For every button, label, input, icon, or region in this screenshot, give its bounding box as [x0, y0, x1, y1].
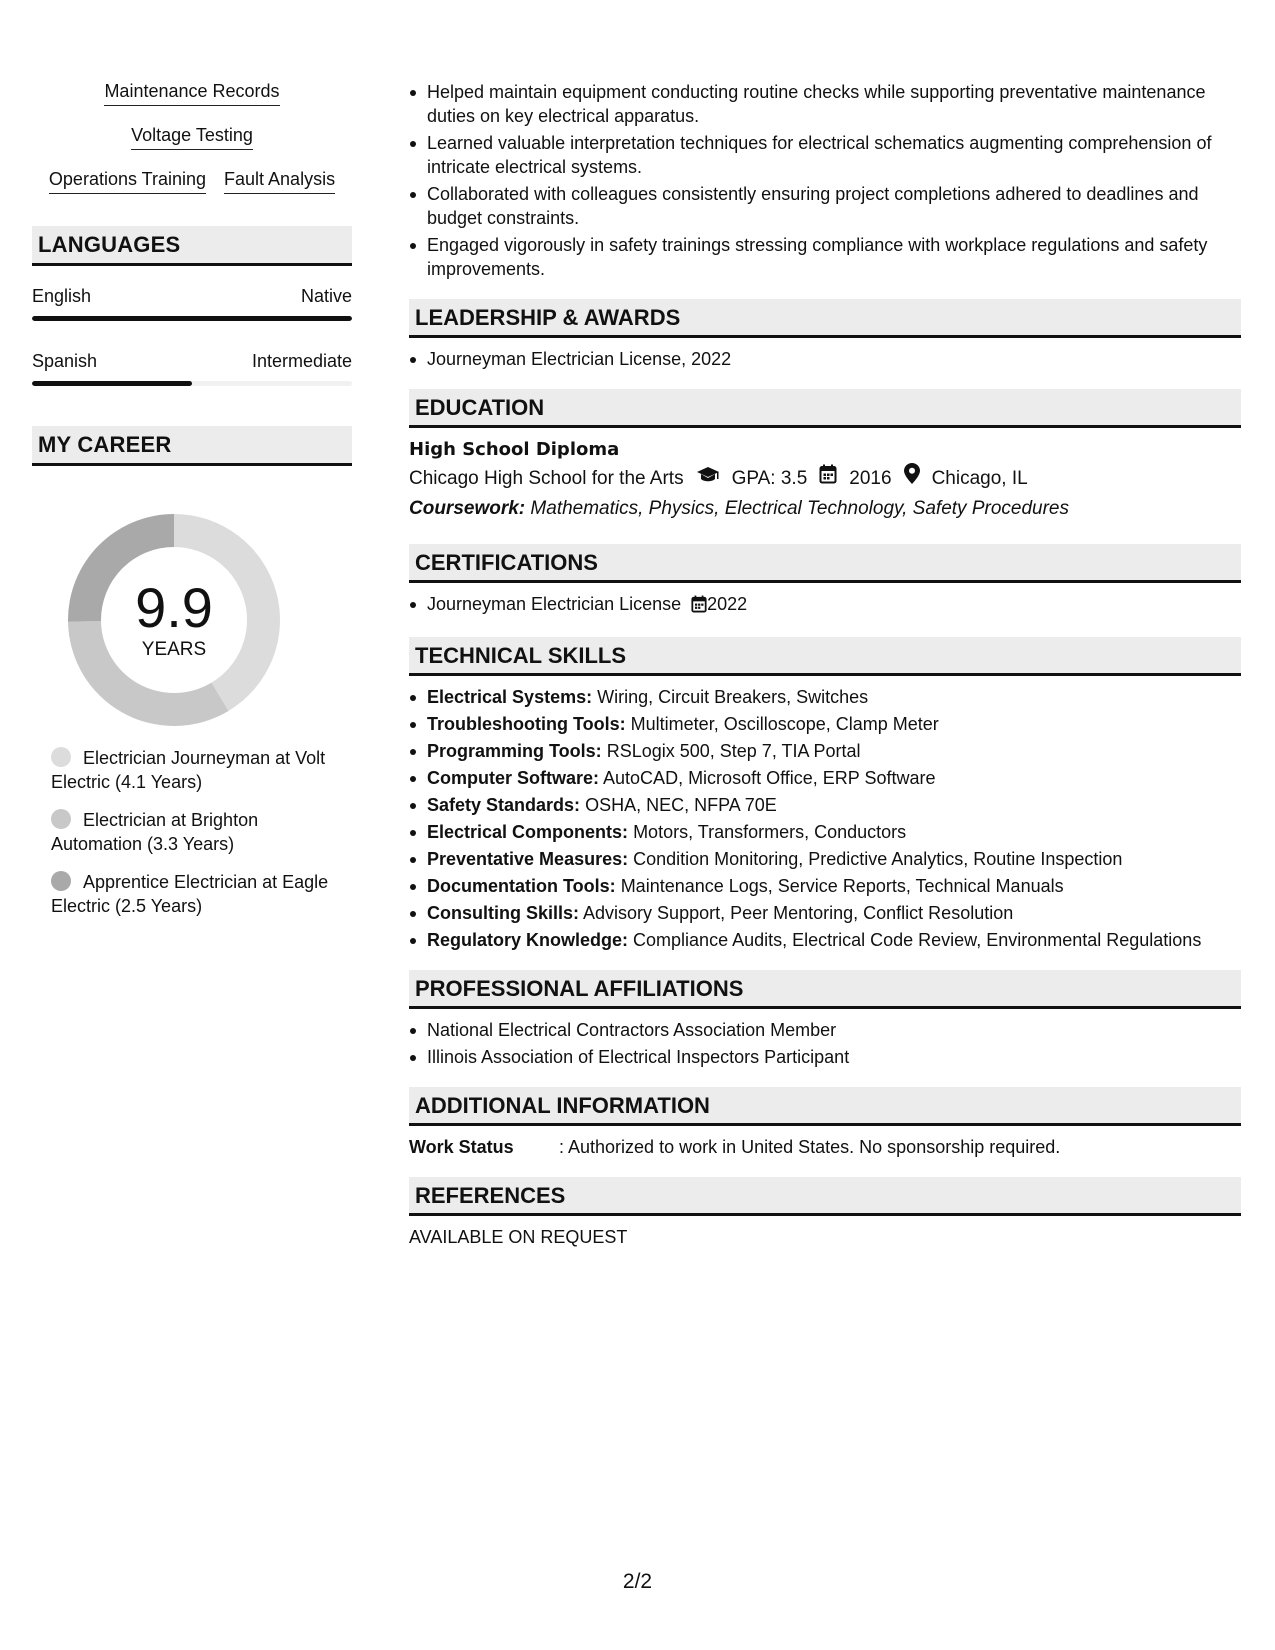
- list-item: Engaged vigorously in safety trainings stressing compliance with workplace regulations and safety improvements.: [409, 233, 1241, 281]
- language-level: Intermediate: [251, 351, 352, 371]
- certifications-list: [409, 592, 1241, 619]
- skill-value: Multimeter, Oscilloscope, Clamp Meter: [630, 714, 939, 734]
- language-name: English: [32, 286, 92, 306]
- language-bar: [32, 381, 352, 386]
- legend-item: [51, 870, 331, 918]
- language-bar-fill: [32, 381, 192, 386]
- languages-heading: LANGUAGES: [32, 226, 352, 266]
- career-unit: YEARS: [141, 639, 207, 660]
- skill-value: Wiring, Circuit Breakers, Switches: [597, 687, 869, 707]
- awards-list: [409, 347, 1241, 371]
- legend-label: Electrician at Brighton Automation (3.3 Years): [51, 810, 259, 854]
- school-name: Chicago High School for the Arts: [409, 467, 684, 489]
- skill-label: Troubleshooting Tools:: [427, 714, 626, 734]
- list-item: Illinois Association of Electrical Inspectors Participant: [409, 1045, 1241, 1069]
- skill-value: RSLogix 500, Step 7, TIA Portal: [606, 741, 861, 761]
- skill-label: Documentation Tools:: [427, 876, 616, 896]
- certification-year: 2022: [707, 594, 748, 614]
- skill-value: OSHA, NEC, NFPA 70E: [585, 795, 777, 815]
- language-bar: [32, 316, 352, 321]
- education-details: [409, 463, 1241, 494]
- list-item: [409, 847, 1241, 871]
- skill-tag: Operations Training: [49, 168, 206, 194]
- work-status-value: : Authorized to work in United States. No sponsorship required.: [559, 1137, 1061, 1157]
- additional-info-heading: ADDITIONAL INFORMATION: [409, 1087, 1241, 1126]
- technical-skills-list: [409, 685, 1241, 952]
- skill-label: Programming Tools:: [427, 741, 602, 761]
- certification-name: Journeyman Electrician License: [427, 594, 682, 614]
- skill-value: AutoCAD, Microsoft Office, ERP Software: [603, 768, 936, 788]
- calendar-icon: [819, 464, 837, 494]
- list-item: [409, 793, 1241, 817]
- list-item: [409, 901, 1241, 925]
- list-item: Helped maintain equipment conducting routine checks while supporting preventative maintenance duties on key electrical apparatus.: [409, 80, 1241, 128]
- list-item: [409, 766, 1241, 790]
- languages-list: [32, 286, 352, 386]
- career-donut-chart: [32, 466, 352, 746]
- language-bar-fill: [32, 316, 352, 321]
- language-item: [32, 286, 352, 321]
- career-heading: MY CAREER: [32, 426, 352, 466]
- references-text: AVAILABLE ON REQUEST: [409, 1227, 628, 1247]
- career-legend: [32, 746, 352, 918]
- location-pin-icon: [904, 463, 920, 494]
- certifications-heading: CERTIFICATIONS: [409, 544, 1241, 583]
- skill-tag: Voltage Testing: [131, 124, 253, 150]
- legend-item: [51, 746, 331, 794]
- skill-value: Motors, Transformers, Conductors: [633, 822, 907, 842]
- page-number: 2/2: [622, 1570, 653, 1593]
- skill-label: Regulatory Knowledge:: [427, 930, 629, 950]
- skill-label: Consulting Skills:: [427, 903, 580, 923]
- language-level: Native: [300, 286, 352, 306]
- legend-dot-icon: [51, 809, 71, 829]
- list-item: [409, 820, 1241, 844]
- language-name: Spanish: [32, 351, 98, 371]
- list-item: [409, 712, 1241, 736]
- skill-label: Safety Standards:: [427, 795, 581, 815]
- technical-skills-heading: TECHNICAL SKILLS: [409, 637, 1241, 676]
- list-item: National Electrical Contractors Association Member: [409, 1018, 1241, 1042]
- calendar-icon: [691, 595, 707, 619]
- language-item: [32, 351, 352, 386]
- coursework: [409, 494, 1241, 524]
- graduation-cap-icon: [696, 464, 720, 494]
- legend-label: Apprentice Electrician at Eagle Electric (2.5 Years): [51, 872, 329, 916]
- skill-label: Electrical Systems:: [427, 687, 593, 707]
- list-item: Journeyman Electrician License, 2022: [409, 347, 1241, 371]
- career-total: 9.9: [135, 576, 213, 639]
- list-item: [409, 592, 1241, 619]
- education-heading: EDUCATION: [409, 389, 1241, 428]
- list-item: Collaborated with colleagues consistently ensuring project completions adhered to deadlines and budget constraints.: [409, 182, 1241, 230]
- skill-tag: Maintenance Records: [104, 80, 279, 106]
- legend-dot-icon: [51, 871, 71, 891]
- experience-bullets: [409, 80, 1241, 281]
- legend-item: [51, 808, 331, 856]
- skill-value: Advisory Support, Peer Mentoring, Conflict Resolution: [583, 903, 1014, 923]
- skill-label: Preventative Measures:: [427, 849, 629, 869]
- school-location: Chicago, IL: [931, 467, 1028, 489]
- legend-dot-icon: [51, 747, 71, 767]
- list-item: [409, 874, 1241, 898]
- list-item: Learned valuable interpretation techniques for electrical schematics augmenting comprehension of intricate electrical systems.: [409, 131, 1241, 179]
- skill-label: Computer Software:: [427, 768, 600, 788]
- awards-heading: LEADERSHIP & AWARDS: [409, 299, 1241, 338]
- skill-label: Electrical Components:: [427, 822, 629, 842]
- skill-value: Maintenance Logs, Service Reports, Technical Manuals: [620, 876, 1064, 896]
- list-item: [409, 685, 1241, 709]
- legend-label: Electrician Journeyman at Volt Electric (4.1 Years): [51, 748, 326, 792]
- affiliations-heading: PROFESSIONAL AFFILIATIONS: [409, 970, 1241, 1009]
- graduation-year: 2016: [849, 467, 892, 489]
- skill-value: Compliance Audits, Electrical Code Review, Environmental Regulations: [633, 930, 1202, 950]
- list-item: [409, 928, 1241, 952]
- coursework-label: Coursework:: [409, 498, 526, 519]
- skill-tags: [32, 80, 352, 194]
- degree-title: High School Diploma: [409, 439, 620, 460]
- references-heading: REFERENCES: [409, 1177, 1241, 1216]
- coursework-text: Mathematics, Physics, Electrical Technology, Safety Procedures: [530, 498, 1069, 519]
- skill-value: Condition Monitoring, Predictive Analytics, Routine Inspection: [633, 849, 1123, 869]
- gpa: GPA: 3.5: [731, 467, 808, 489]
- work-status: [409, 1135, 1241, 1159]
- right-column: [409, 80, 1241, 1249]
- skill-tag: Fault Analysis: [224, 168, 335, 194]
- left-column: [32, 80, 352, 932]
- work-status-label: Work Status: [409, 1137, 514, 1157]
- affiliations-list: [409, 1018, 1241, 1069]
- list-item: [409, 739, 1241, 763]
